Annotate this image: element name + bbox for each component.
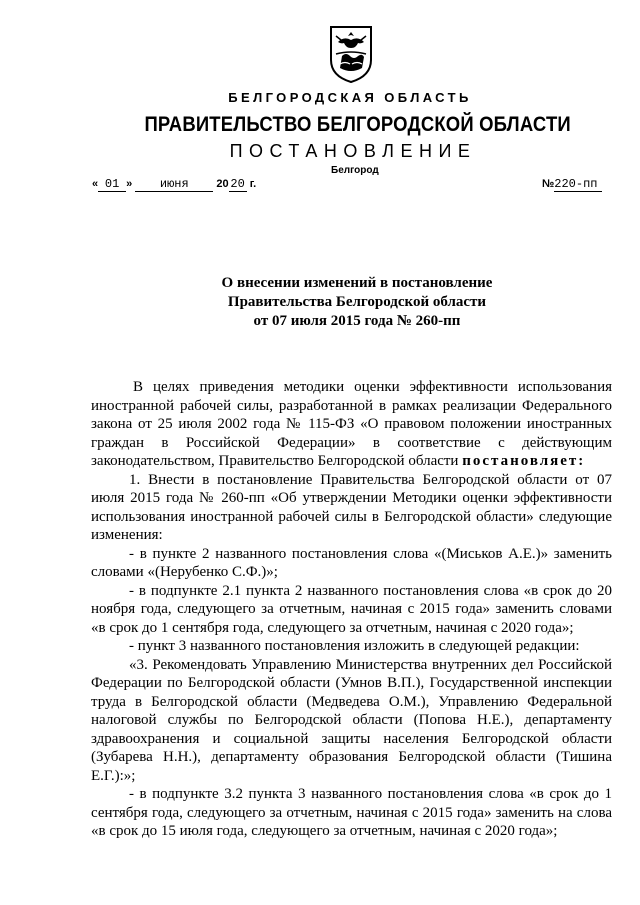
paragraph-text: В целях приведения методики оценки эффективности использования иностранной рабочей силы, разработанной в рамках реализации Федерального закона от 25 июля 2002 года № 115-ФЗ «О правовом положении иностранных граждан в Российской Федерации» в соответствие с действующим законодательством, Правительство Белгородской области xyxy=(91,379,612,469)
government-name: ПРАВИТЕЛЬСТВО БЕЛГОРОДСКОЙ ОБЛАСТИ xyxy=(144,113,571,136)
paragraph: «3. Рекомендовать Управлению Министерства внутренних дел Российской Федерации по Белгородской области (Умнов В.П.), Государственной инспекции труда в Белгородской области (Медведева О.М.), Управлению Федеральной налоговой службы по Белгородской области (Попова Н.Е.), департаменту здравоохранения и социальной защиты населения Белгородской области (Зубарева Н.Н.), департаменту образования Белгородской области (Тишина Е.Г.):»; xyxy=(91,656,612,784)
paragraph: - в подпункте 3.2 пункта 3 названного постановления слова «в срок до 1 сентября года, следующего за отчетным, начиная с 2015 года» заменить на слова «в срок до 15 июля года, следующего за отчетным, начиная с 2020 года»; xyxy=(91,786,612,839)
date-suffix: г. xyxy=(249,178,257,190)
title-line: О внесении изменений в постановление xyxy=(221,275,493,291)
document-title xyxy=(0,274,640,331)
paragraph xyxy=(91,378,612,471)
date-year: 20 xyxy=(230,177,245,191)
decree-number xyxy=(542,177,602,192)
city-name: Белгород xyxy=(331,165,379,176)
paragraph: - в подпункте 2.1 пункта 2 названного постановления слова «в срок до 20 ноября года, следующего за отчетным, начиная с 2015 года» заменить словами «в срок до 1 сентября года, следующего за отчетным, начиная с 2020 года»; xyxy=(91,582,612,636)
paragraph: - в пункте 2 названного постановления слова «(Миськов А.Е.)» заменить словами «(Нерубенко С.Ф.)»; xyxy=(91,545,612,580)
date-day: 01 xyxy=(98,177,126,192)
coat-of-arms-icon xyxy=(328,24,374,84)
resolution-keyword: постановляет: xyxy=(462,453,586,469)
decree-date xyxy=(92,177,256,192)
date-open-quote: « xyxy=(92,178,99,190)
date-close-quote: » xyxy=(126,178,133,190)
number-prefix: № xyxy=(542,178,555,190)
title-line: от 07 июля 2015 года № 260-пп xyxy=(253,313,461,329)
region-name: БЕЛГОРОДСКАЯ ОБЛАСТЬ xyxy=(228,90,472,105)
date-century: 20 xyxy=(216,178,229,190)
title-line: Правительства Белгородской области xyxy=(227,294,487,310)
paragraph: 1. Внести в постановление Правительства Белгородской области от 07 июля 2015 года № 260-пп «Об утверждении Методики оценки эффективности использования иностранной рабочей силы в Белгородской области» следующие изменения: xyxy=(91,471,612,543)
date-month: июня xyxy=(135,177,213,192)
document-body xyxy=(91,378,612,841)
paragraph: - пункт 3 названного постановления изложить в следующей редакции: xyxy=(129,638,580,654)
number-value: 220-пп xyxy=(554,177,602,192)
document-type: ПОСТАНОВЛЕНИЕ xyxy=(229,141,477,161)
